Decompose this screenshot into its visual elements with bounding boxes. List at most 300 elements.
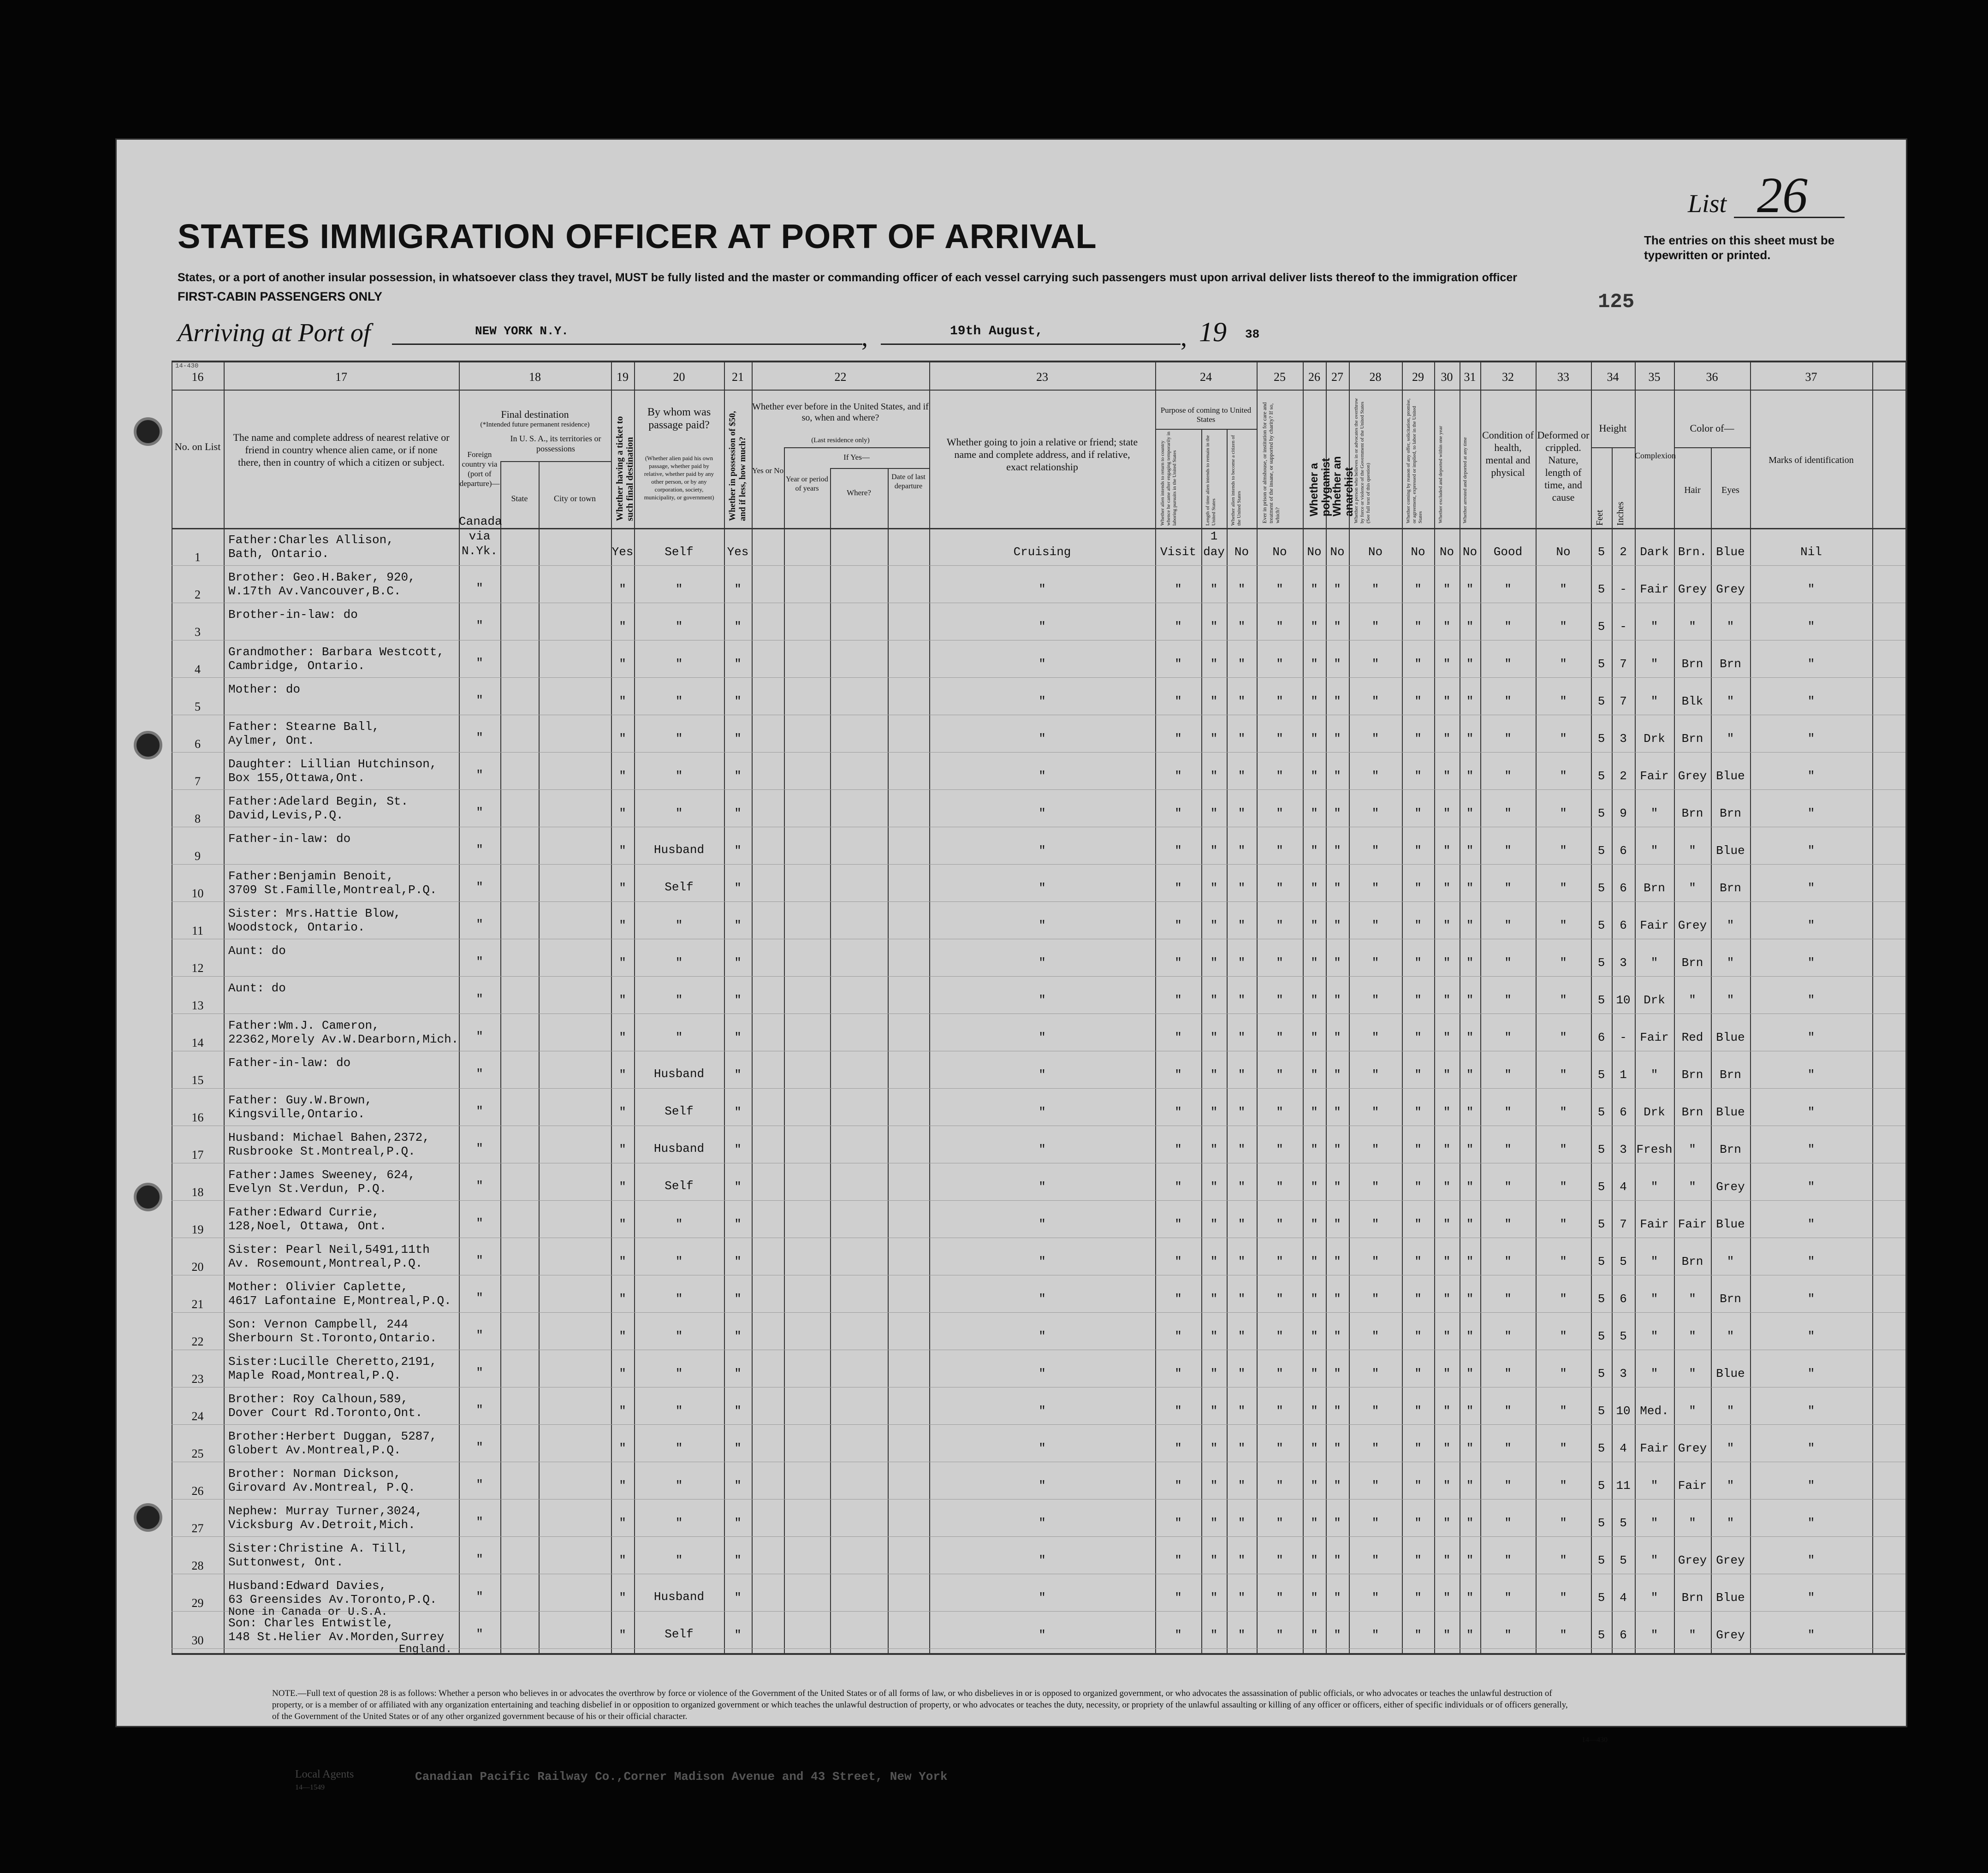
passage-paid-by: Self [665,545,694,559]
join-relative: " [1039,1143,1046,1156]
health-value: " [1504,1404,1512,1418]
money-value: " [734,1105,742,1119]
complexion-value: Fair [1640,1441,1669,1455]
header-list-number: No. on List [174,441,221,452]
health-value: " [1504,1217,1512,1231]
eye-color: " [1727,1404,1734,1418]
relative-line-2: 148 St.Helier Av.Morden,Surrey [228,1630,445,1644]
height-inches: 5 [1620,1516,1627,1530]
header-bottom-rule [172,528,1905,529]
relative-line-2: Girovard Av.Montreal, P.Q. [228,1481,415,1494]
excluded-value: " [1443,1628,1451,1642]
purpose-length: " [1210,582,1218,596]
list-number: 6 [195,737,201,751]
question-28-value: " [1371,657,1379,671]
deported-value: " [1466,1068,1474,1082]
relative-line-1: Aunt: do [228,944,286,958]
question-28-value: " [1371,620,1379,634]
passage-paid-by: " [675,769,683,783]
excluded-value: " [1443,582,1451,596]
join-relative: " [1039,1516,1046,1530]
height-feet: 5 [1597,1180,1605,1194]
relative-line-1: Daughter: Lillian Hutchinson, [228,757,437,771]
relative-line-3: None in Canada or U.S.A. [228,1606,388,1618]
eye-color: Blue [1716,769,1745,783]
polygamist-value: " [1311,1441,1318,1455]
header-city-town: City or town [553,494,596,503]
relative-line-1: Husband:Edward Davies, [228,1579,387,1593]
complexion-value: Dark [1640,545,1669,559]
eye-color: Grey [1716,1553,1745,1567]
row-divider [172,901,1905,902]
identification-marks: " [1807,956,1815,970]
ticket-value: " [619,956,626,970]
header-excluded: Whether excluded and deported within one year [1438,426,1443,523]
height-inches: 10 [1616,993,1631,1007]
hair-color: Brn [1681,1105,1703,1119]
column-divider [1872,361,1873,1653]
polygamist-value: " [1311,1105,1318,1119]
row-divider [172,1536,1905,1537]
excluded-value: " [1443,806,1451,820]
health-value: " [1504,993,1512,1007]
labor-offer-value: " [1414,1255,1422,1268]
relative-line-2: Maple Road,Montreal,P.Q. [228,1369,401,1382]
polygamist-value: " [1311,881,1318,895]
list-number: 21 [191,1298,204,1311]
header-year-period: Year or period of years [786,475,828,492]
height-inches: 2 [1620,769,1627,783]
health-value: " [1504,1441,1512,1455]
deported-value: " [1466,1367,1474,1381]
height-inches: 6 [1620,1292,1627,1306]
passage-paid-by: " [675,1479,683,1493]
purpose-visit: " [1175,956,1182,970]
anarchist-value: " [1334,1068,1341,1082]
health-value: " [1504,732,1512,746]
purpose-citizen: " [1238,1367,1246,1381]
ticket-value: " [619,1553,626,1567]
hair-color: Red [1681,1031,1703,1044]
money-value: " [734,1591,742,1605]
header-sub-rule [500,461,611,462]
question-28-value: " [1371,1217,1379,1231]
purpose-citizen: " [1238,582,1246,596]
header-purpose-a: Whether alien intends to return to country whence he came after engaging temporarily in laboring pursuits in the United States [1160,431,1177,526]
money-value: " [734,1031,742,1044]
labor-offer-value: " [1414,881,1422,895]
eye-color: Brn [1720,806,1741,820]
passage-paid-by: " [675,956,683,970]
ticket-value: " [619,1031,626,1044]
relative-line-1: Brother: Geo.H.Baker, 920, [228,570,415,584]
deformed-value: " [1560,1031,1567,1044]
anarchist-value: " [1334,1031,1341,1044]
polygamist-value: " [1311,1292,1318,1306]
labor-offer-value: " [1414,1329,1422,1343]
height-feet: 6 [1597,1031,1605,1044]
hair-color: " [1689,1628,1696,1642]
hair-color: Brn [1681,956,1703,970]
health-value: " [1504,1329,1512,1343]
entries-note: The entries on this sheet must be typewritten or printed. [1644,233,1835,262]
health-value: " [1504,806,1512,820]
deported-value: " [1466,1143,1474,1156]
complexion-value: Fair [1640,582,1669,596]
eye-color: Blue [1716,1367,1745,1381]
money-value: " [734,1441,742,1455]
identification-marks: " [1807,1255,1815,1268]
relative-line-2: Sherbourn St.Toronto,Ontario. [228,1331,437,1345]
destination-via: via [469,529,491,543]
deported-value: " [1466,1180,1474,1194]
relative-line-1: Nephew: Murray Turner,3024, [228,1504,423,1518]
purpose-citizen: " [1238,1329,1246,1343]
relative-line-2: Suttonwest, Ont. [228,1555,344,1569]
passage-paid-by: " [675,657,683,671]
relative-line-2: 22362,Morely Av.W.Dearborn,Mich. [228,1032,459,1046]
identification-marks: " [1807,769,1815,783]
labor-offer-value: " [1414,620,1422,634]
column-divider [752,361,753,1653]
polygamist-value: " [1311,1516,1318,1530]
passage-paid-by: " [675,1516,683,1530]
deported-value: " [1466,1628,1474,1642]
note-ref: 14—430 [1582,1736,1608,1744]
passage-paid-by: " [675,620,683,634]
row-divider [172,1424,1905,1425]
money-value: " [734,806,742,820]
anarchist-value: " [1334,769,1341,783]
purpose-length: " [1210,1553,1218,1567]
identification-marks: " [1807,657,1815,671]
prison-value: " [1276,1553,1283,1567]
ticket-value: " [619,657,626,671]
height-feet: 5 [1597,1105,1605,1119]
row-divider [172,1499,1905,1500]
list-number: 2 [195,588,201,601]
destination-country-ditto: " [476,1478,483,1492]
deported-value: " [1466,1404,1474,1418]
height-feet: 5 [1597,1404,1605,1418]
height-feet: 5 [1597,1217,1605,1231]
eye-color: " [1727,1516,1734,1530]
join-relative: " [1039,620,1046,634]
column-number: 31 [1464,370,1476,384]
purpose-visit: " [1175,806,1182,820]
labor-offer-value: " [1414,1591,1422,1605]
complexion-value: " [1650,620,1658,634]
join-relative: " [1039,694,1046,708]
excluded-value: " [1443,919,1451,932]
relative-line-1: Son: Charles Entwistle, [228,1616,394,1630]
anarchist-value: " [1334,620,1341,634]
relative-line-1: Sister:Christine A. Till, [228,1541,409,1555]
labor-offer-value: " [1414,1367,1422,1381]
purpose-citizen: " [1238,657,1246,671]
purpose-citizen: " [1238,1553,1246,1567]
row-divider [172,1312,1905,1313]
header-relative-address: The name and complete address of nearest relative or friend in country whence alien came, or if none there, then in country of which a citizen or subject. [233,432,450,468]
question-28-value: " [1371,694,1379,708]
passage-paid-by: " [675,1553,683,1567]
list-number: 15 [191,1073,204,1087]
destination-port: N.Yk. [461,544,498,558]
header-complexion: Complexion [1635,451,1676,460]
health-value: " [1504,1292,1512,1306]
relative-line-2: 128,Noel, Ottawa, Ont. [228,1219,387,1233]
hair-color: " [1689,1404,1696,1418]
height-feet: 5 [1597,545,1605,559]
purpose-citizen: " [1238,1031,1246,1044]
list-number: 24 [191,1410,204,1423]
purpose-visit: Visit [1160,545,1196,559]
purpose-citizen: " [1238,732,1246,746]
polygamist-value: " [1311,1404,1318,1418]
arrival-port: NEW YORK N.Y. [475,324,569,338]
ticket-value: Yes [611,545,634,559]
question-28-value: " [1371,1479,1379,1493]
relative-line-2: W.17th Av.Vancouver,B.C. [228,584,401,598]
join-relative: " [1039,1292,1046,1306]
height-inches: 5 [1620,1255,1627,1268]
purpose-visit: " [1175,1105,1182,1119]
prison-value: " [1276,1068,1283,1082]
hair-color: Blk [1681,694,1703,708]
header-labor-offer: Whether coming by reason of any offer, solicitation, promise, or agreement, expressed or implied, to labor in the United States [1406,398,1423,523]
hair-color: Brn [1681,1068,1703,1082]
polygamist-value: " [1311,1591,1318,1605]
anarchist-value: No [1330,545,1345,559]
labor-offer-value: " [1414,1180,1422,1194]
passage-paid-by: " [675,582,683,596]
ticket-value: " [619,1628,626,1642]
height-inches: 4 [1620,1441,1627,1455]
header-question-28: Whether a person who believes in or advocates the overthrow by force or violence of the Government of the United States (See full text of this question) [1353,398,1371,523]
header-inches: Inches [1615,501,1626,526]
identification-marks: " [1807,1404,1815,1418]
height-inches: 6 [1620,919,1627,932]
header-ticket: Whether having a ticket to such final destination [615,416,635,521]
health-value: " [1504,844,1512,858]
excluded-value: " [1443,1292,1451,1306]
height-feet: 5 [1597,1479,1605,1493]
height-inches: 4 [1620,1591,1627,1605]
identification-marks: " [1807,1441,1815,1455]
identification-marks: " [1807,919,1815,932]
labor-offer-value: " [1414,1516,1422,1530]
prison-value: " [1276,1292,1283,1306]
deformed-value: No [1556,545,1571,559]
list-number: 26 [191,1484,204,1498]
passage-paid-by: " [675,1367,683,1381]
identification-marks: " [1807,1143,1815,1156]
destination-country-ditto: " [476,1291,483,1305]
identification-marks: Nil [1800,545,1822,559]
destination-country-ditto: " [476,1366,483,1380]
complexion-value: " [1650,1591,1658,1605]
purpose-visit: " [1175,1367,1182,1381]
complexion-value: " [1650,806,1658,820]
height-inches: 9 [1620,806,1627,820]
purpose-visit: " [1175,919,1182,932]
list-number: 12 [191,961,204,975]
column-number: 30 [1441,370,1453,384]
relative-line-2: Woodstock, Ontario. [228,920,365,934]
height-inches: 6 [1620,881,1627,895]
header-if-yes: If Yes— [843,453,870,462]
manifest-title: STATES IMMIGRATION OFFICER AT PORT OF ARRIVAL [178,217,1097,255]
money-value: " [734,1367,742,1381]
purpose-visit: " [1175,769,1182,783]
relative-line-2: Globert Av.Montreal,P.Q. [228,1443,401,1457]
list-number: 3 [195,625,201,639]
eye-color: " [1727,1441,1734,1455]
passage-paid-by: Self [665,1104,694,1118]
prison-value: " [1276,1479,1283,1493]
header-state: State [511,494,528,503]
prison-value: " [1276,769,1283,783]
polygamist-value: " [1311,1068,1318,1082]
deformed-value: " [1560,694,1567,708]
prison-value: " [1276,694,1283,708]
header-health: Condition of health, mental and physical [1482,429,1534,478]
health-value: " [1504,582,1512,596]
question-28-value: " [1371,806,1379,820]
ticket-value: " [619,1180,626,1194]
destination-country-ditto: " [476,843,483,857]
question-28-value: " [1371,956,1379,970]
deformed-value: " [1560,769,1567,783]
join-relative: " [1039,1367,1046,1381]
purpose-citizen: " [1238,1105,1246,1119]
ticket-value: " [619,919,626,932]
hair-color: " [1689,1329,1696,1343]
labor-offer-value: " [1414,1292,1422,1306]
deformed-value: " [1560,1404,1567,1418]
relative-line-2: Av. Rosemount,Montreal,P.Q. [228,1257,423,1270]
list-number: 5 [195,700,201,713]
column-number: 22 [834,370,847,384]
health-value: " [1504,1255,1512,1268]
purpose-citizen: " [1238,620,1246,634]
passage-paid-by: " [675,993,683,1007]
join-relative: " [1039,1441,1046,1455]
excluded-value: " [1443,1516,1451,1530]
anarchist-value: " [1334,1105,1341,1119]
complexion-value: Drk [1644,1105,1665,1119]
hair-color: " [1689,1143,1696,1156]
column-number: 18 [529,370,541,384]
header-feet: Feet [1595,510,1605,526]
deported-value: " [1466,657,1474,671]
list-number: 10 [191,887,204,900]
excluded-value: " [1443,1255,1451,1268]
relative-line-1: Father:Wm.J. Cameron, [228,1019,380,1032]
anarchist-value: " [1334,694,1341,708]
list-number: 27 [191,1522,204,1535]
relative-line-2: 63 Greensides Av.Toronto,P.Q. [228,1593,437,1606]
list-number: 30 [191,1634,204,1647]
deported-value: " [1466,806,1474,820]
health-value: " [1504,1628,1512,1642]
eye-color: " [1727,919,1734,932]
labor-offer-value: " [1414,1404,1422,1418]
arriving-label: Arriving at Port of [178,319,371,347]
prison-value: " [1276,1329,1283,1343]
height-feet: 5 [1597,956,1605,970]
excluded-value: " [1443,620,1451,634]
identification-marks: " [1807,1217,1815,1231]
height-inches: 5 [1620,1553,1627,1567]
join-relative: " [1039,1591,1046,1605]
relative-line-1: Father:Edward Currie, [228,1205,380,1219]
ticket-value: " [619,844,626,858]
excluded-value: " [1443,1068,1451,1082]
purpose-visit: " [1175,732,1182,746]
deported-value: " [1466,993,1474,1007]
deformed-value: " [1560,657,1567,671]
question-28-value: " [1371,582,1379,596]
deported-value: " [1466,1217,1474,1231]
anarchist-value: " [1334,1441,1341,1455]
purpose-length: " [1210,1591,1218,1605]
hair-color: Grey [1678,769,1707,783]
deported-value: " [1466,1516,1474,1530]
header-in-usa: In U. S. A., its territories or possessions [510,434,601,453]
identification-marks: " [1807,1479,1815,1493]
polygamist-value: " [1311,694,1318,708]
passage-paid-by: Self [665,1627,694,1641]
prison-value: No [1272,545,1287,559]
header-prison: Ever in prison or almshouse, or institution for care and treatment of the insane, or supported by charity? If so, which? [1261,402,1281,523]
deported-value: " [1466,919,1474,932]
prison-value: " [1276,1031,1283,1044]
join-relative: " [1039,806,1046,820]
list-number: 8 [195,812,201,825]
relative-line-2: Bath, Ontario. [228,547,329,561]
sub-column-divider [784,447,785,1653]
relative-line-1: Sister: Pearl Neil,5491,11th [228,1243,430,1257]
header-deformed: Deformed or crippled. Nature, length of time, and cause [1537,429,1590,503]
hair-color: Brn. [1678,545,1707,559]
purpose-length: " [1210,732,1218,746]
deported-value: No [1462,545,1478,559]
polygamist-value: " [1311,1628,1318,1642]
labor-offer-value: " [1414,769,1422,783]
passage-paid-by: " [675,1292,683,1306]
join-relative: " [1039,1031,1046,1044]
money-value: " [734,1217,742,1231]
height-feet: 5 [1597,1329,1605,1343]
sub-column-divider [830,468,831,1653]
purpose-visit: " [1175,993,1182,1007]
destination-country-ditto: " [476,1142,483,1156]
health-value: " [1504,1479,1512,1493]
anarchist-value: " [1334,1404,1341,1418]
anarchist-value: " [1334,1180,1341,1194]
money-value: " [734,1329,742,1343]
join-relative: " [1039,1329,1046,1343]
header-deported: Whether arrested and deported at any time [1462,437,1468,523]
passage-paid-by: " [675,1404,683,1418]
labor-offer-value: " [1414,694,1422,708]
question-28-value: " [1371,1516,1379,1530]
list-number: 20 [191,1260,204,1274]
excluded-value: " [1443,1591,1451,1605]
column-number: 35 [1648,370,1661,384]
destination-country-ditto: " [476,1179,483,1193]
